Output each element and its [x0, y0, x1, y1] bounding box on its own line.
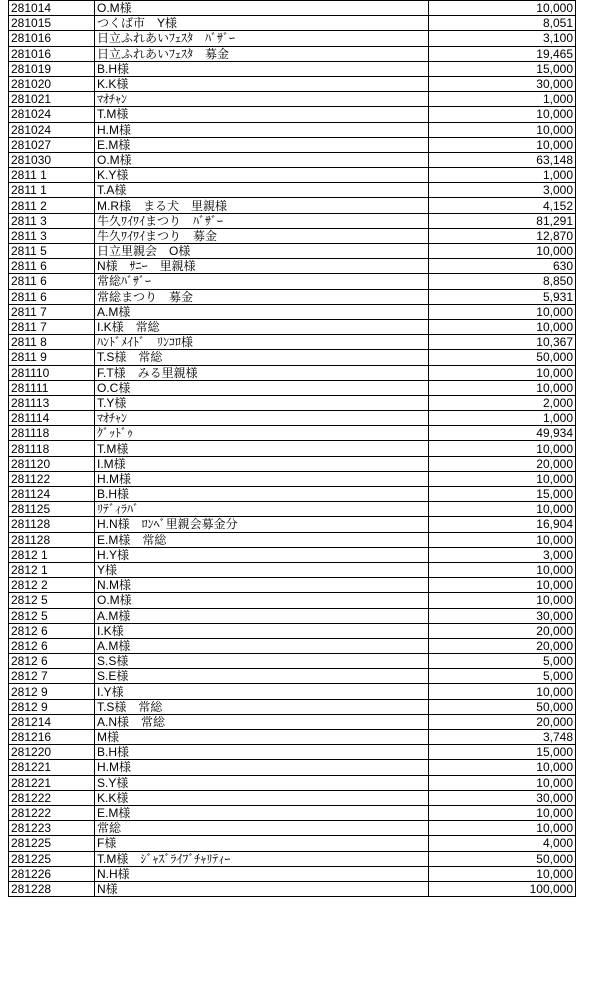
- donor-cell: T.Y様: [95, 395, 429, 410]
- ledger-row: [9, 61, 576, 76]
- date-cell: 281118: [9, 441, 95, 456]
- donor-cell: N様: [95, 881, 429, 896]
- date-cell: 281016: [9, 46, 95, 61]
- donor-cell: ｸﾞｯﾄﾞｩ: [95, 426, 429, 441]
- date-cell: 281226: [9, 866, 95, 881]
- ledger-row: [9, 790, 576, 805]
- date-cell: 2812 6: [9, 638, 95, 653]
- donor-cell: O.C様: [95, 380, 429, 395]
- ledger-row: [9, 46, 576, 61]
- date-cell: 2811 6: [9, 259, 95, 274]
- amount-cell: 10,000: [429, 821, 576, 836]
- donor-cell: 日立里親会 O様: [95, 244, 429, 259]
- donor-cell: つくば市 Y様: [95, 16, 429, 31]
- donor-cell: O.M様: [95, 1, 429, 16]
- donor-cell: A.N様 常総: [95, 714, 429, 729]
- amount-cell: 1,000: [429, 92, 576, 107]
- donor-cell: T.M様: [95, 107, 429, 122]
- amount-cell: 10,000: [429, 684, 576, 699]
- ledger-row: [9, 1, 576, 16]
- ledger-row: [9, 730, 576, 745]
- donor-cell: K.K様: [95, 76, 429, 91]
- date-cell: 281027: [9, 137, 95, 152]
- amount-cell: 10,367: [429, 335, 576, 350]
- date-cell: 281016: [9, 31, 95, 46]
- amount-cell: 4,152: [429, 198, 576, 213]
- date-cell: 2811 6: [9, 274, 95, 289]
- amount-cell: 20,000: [429, 456, 576, 471]
- amount-cell: 12,870: [429, 228, 576, 243]
- date-cell: 281221: [9, 760, 95, 775]
- amount-cell: 20,000: [429, 714, 576, 729]
- amount-cell: 10,000: [429, 244, 576, 259]
- date-cell: 2811 3: [9, 213, 95, 228]
- amount-cell: 30,000: [429, 608, 576, 623]
- amount-cell: 10,000: [429, 107, 576, 122]
- donor-cell: 常総まつり 募金: [95, 289, 429, 304]
- amount-cell: 50,000: [429, 851, 576, 866]
- date-cell: 281222: [9, 805, 95, 820]
- ledger-row: [9, 380, 576, 395]
- date-cell: 281221: [9, 775, 95, 790]
- date-cell: 281015: [9, 16, 95, 31]
- donor-cell: T.A様: [95, 183, 429, 198]
- ledger-row: [9, 775, 576, 790]
- date-cell: 281216: [9, 730, 95, 745]
- donor-cell: H.Y様: [95, 547, 429, 562]
- donor-cell: 日立ふれあいﾌｪｽﾀ ﾊﾞｻﾞｰ: [95, 31, 429, 46]
- amount-cell: 10,000: [429, 122, 576, 137]
- ledger-body: [9, 1, 576, 897]
- amount-cell: 3,000: [429, 183, 576, 198]
- donor-cell: I.Y様: [95, 684, 429, 699]
- donor-cell: H.M様: [95, 122, 429, 137]
- date-cell: 281214: [9, 714, 95, 729]
- amount-cell: 3,748: [429, 730, 576, 745]
- ledger-row: [9, 198, 576, 213]
- ledger-row: [9, 350, 576, 365]
- donor-cell: Y様: [95, 562, 429, 577]
- amount-cell: 10,000: [429, 866, 576, 881]
- ledger-row: [9, 866, 576, 881]
- donor-cell: I.K様: [95, 623, 429, 638]
- ledger-row: [9, 623, 576, 638]
- ledger-row: [9, 805, 576, 820]
- ledger-row: [9, 593, 576, 608]
- donor-cell: I.M様: [95, 456, 429, 471]
- date-cell: 2811 7: [9, 319, 95, 334]
- donor-cell: ﾘﾃﾞｨﾗﾊﾞ: [95, 502, 429, 517]
- amount-cell: 1,000: [429, 411, 576, 426]
- date-cell: 2812 7: [9, 669, 95, 684]
- donor-cell: B.H様: [95, 487, 429, 502]
- amount-cell: 10,000: [429, 532, 576, 547]
- amount-cell: 3,000: [429, 547, 576, 562]
- donor-cell: T.M様: [95, 441, 429, 456]
- ledger-row: [9, 16, 576, 31]
- date-cell: 2811 7: [9, 304, 95, 319]
- donor-cell: N.H様: [95, 866, 429, 881]
- date-cell: 281120: [9, 456, 95, 471]
- date-cell: 2812 6: [9, 654, 95, 669]
- amount-cell: 1,000: [429, 168, 576, 183]
- amount-cell: 5,931: [429, 289, 576, 304]
- date-cell: 281228: [9, 881, 95, 896]
- ledger-row: [9, 152, 576, 167]
- ledger-row: [9, 137, 576, 152]
- ledger-row: [9, 395, 576, 410]
- date-cell: 2811 2: [9, 198, 95, 213]
- amount-cell: 10,000: [429, 380, 576, 395]
- date-cell: 281114: [9, 411, 95, 426]
- amount-cell: 10,000: [429, 805, 576, 820]
- donor-cell: E.M様: [95, 137, 429, 152]
- ledger-row: [9, 745, 576, 760]
- ledger-row: [9, 578, 576, 593]
- donor-cell: ﾏｵﾁｬﾝ: [95, 92, 429, 107]
- donor-cell: H.N様 ﾛﾝﾍﾞ里親会募金分: [95, 517, 429, 532]
- ledger-row: [9, 244, 576, 259]
- donor-cell: 常総ﾊﾞｻﾞｰ: [95, 274, 429, 289]
- date-cell: 2812 2: [9, 578, 95, 593]
- date-cell: 2812 1: [9, 547, 95, 562]
- ledger-row: [9, 487, 576, 502]
- amount-cell: 50,000: [429, 350, 576, 365]
- date-cell: 281019: [9, 61, 95, 76]
- amount-cell: 50,000: [429, 699, 576, 714]
- donor-cell: O.M様: [95, 152, 429, 167]
- donor-cell: N.M様: [95, 578, 429, 593]
- donor-cell: A.M様: [95, 608, 429, 623]
- date-cell: 2811 8: [9, 335, 95, 350]
- amount-cell: 8,850: [429, 274, 576, 289]
- date-cell: 2812 5: [9, 608, 95, 623]
- donor-cell: ﾊﾝﾄﾞﾒｲﾄﾞ ﾘﾝｺﾛ様: [95, 335, 429, 350]
- amount-cell: 15,000: [429, 745, 576, 760]
- ledger-row: [9, 881, 576, 896]
- ledger-row: [9, 608, 576, 623]
- ledger-row: [9, 122, 576, 137]
- date-cell: 281124: [9, 487, 95, 502]
- date-cell: 2812 6: [9, 623, 95, 638]
- donor-cell: B.H様: [95, 745, 429, 760]
- ledger-row: [9, 654, 576, 669]
- ledger-row: [9, 836, 576, 851]
- donor-cell: T.S様 常総: [95, 699, 429, 714]
- ledger-row: [9, 274, 576, 289]
- donor-cell: 常総: [95, 821, 429, 836]
- amount-cell: 10,000: [429, 304, 576, 319]
- date-cell: 281020: [9, 76, 95, 91]
- amount-cell: 10,000: [429, 471, 576, 486]
- ledger-row: [9, 669, 576, 684]
- amount-cell: 10,000: [429, 137, 576, 152]
- amount-cell: 49,934: [429, 426, 576, 441]
- donor-cell: H.M様: [95, 760, 429, 775]
- donor-cell: 牛久ﾜｲﾜｲまつり 募金: [95, 228, 429, 243]
- ledger-row: [9, 441, 576, 456]
- amount-cell: 5,000: [429, 654, 576, 669]
- donor-cell: N様 ｻﾆｰ 里親様: [95, 259, 429, 274]
- amount-cell: 10,000: [429, 365, 576, 380]
- ledger-row: [9, 304, 576, 319]
- amount-cell: 630: [429, 259, 576, 274]
- donor-cell: E.M様: [95, 805, 429, 820]
- amount-cell: 30,000: [429, 76, 576, 91]
- donor-cell: S.E様: [95, 669, 429, 684]
- amount-cell: 10,000: [429, 593, 576, 608]
- ledger-row: [9, 213, 576, 228]
- date-cell: 281024: [9, 107, 95, 122]
- ledger-row: [9, 562, 576, 577]
- amount-cell: 10,000: [429, 441, 576, 456]
- amount-cell: 19,465: [429, 46, 576, 61]
- amount-cell: 16,904: [429, 517, 576, 532]
- date-cell: 281223: [9, 821, 95, 836]
- date-cell: 2812 1: [9, 562, 95, 577]
- ledger-row: [9, 92, 576, 107]
- date-cell: 2811 5: [9, 244, 95, 259]
- date-cell: 2811 9: [9, 350, 95, 365]
- amount-cell: 10,000: [429, 578, 576, 593]
- ledger-row: [9, 228, 576, 243]
- ledger-row: [9, 699, 576, 714]
- ledger-row: [9, 411, 576, 426]
- ledger-row: [9, 471, 576, 486]
- donor-cell: M様: [95, 730, 429, 745]
- donor-cell: K.Y様: [95, 168, 429, 183]
- ledger-row: [9, 183, 576, 198]
- date-cell: 281113: [9, 395, 95, 410]
- date-cell: 281220: [9, 745, 95, 760]
- ledger-row: [9, 107, 576, 122]
- donor-cell: 日立ふれあいﾌｪｽﾀ 募金: [95, 46, 429, 61]
- donor-cell: F様: [95, 836, 429, 851]
- donor-cell: H.M様: [95, 471, 429, 486]
- amount-cell: 63,148: [429, 152, 576, 167]
- date-cell: 2812 9: [9, 699, 95, 714]
- ledger-row: [9, 547, 576, 562]
- ledger-row: [9, 456, 576, 471]
- donor-cell: F.T様 みる里親様: [95, 365, 429, 380]
- ledger-row: [9, 168, 576, 183]
- donor-cell: T.S様 常総: [95, 350, 429, 365]
- donor-cell: S.S様: [95, 654, 429, 669]
- donation-ledger-table: [8, 0, 576, 897]
- amount-cell: 20,000: [429, 638, 576, 653]
- amount-cell: 20,000: [429, 623, 576, 638]
- amount-cell: 10,000: [429, 502, 576, 517]
- donor-cell: A.M様: [95, 638, 429, 653]
- donor-cell: O.M様: [95, 593, 429, 608]
- amount-cell: 81,291: [429, 213, 576, 228]
- ledger-row: [9, 851, 576, 866]
- ledger-row: [9, 760, 576, 775]
- date-cell: 281024: [9, 122, 95, 137]
- date-cell: 281014: [9, 1, 95, 16]
- amount-cell: 15,000: [429, 61, 576, 76]
- donor-cell: ﾏｵﾁｬﾝ: [95, 411, 429, 426]
- donor-cell: S.Y様: [95, 775, 429, 790]
- amount-cell: 4,000: [429, 836, 576, 851]
- amount-cell: 10,000: [429, 1, 576, 16]
- ledger-row: [9, 259, 576, 274]
- date-cell: 2812 9: [9, 684, 95, 699]
- date-cell: 281125: [9, 502, 95, 517]
- date-cell: 2811 6: [9, 289, 95, 304]
- ledger-row: [9, 335, 576, 350]
- ledger-row: [9, 532, 576, 547]
- donor-cell: B.H様: [95, 61, 429, 76]
- amount-cell: 8,051: [429, 16, 576, 31]
- date-cell: 281128: [9, 532, 95, 547]
- date-cell: 281225: [9, 851, 95, 866]
- ledger-row: [9, 31, 576, 46]
- ledger-row: [9, 517, 576, 532]
- donor-cell: K.K様: [95, 790, 429, 805]
- amount-cell: 15,000: [429, 487, 576, 502]
- donor-cell: T.M様 ｼﾞｬｽﾞﾗｲﾌﾞﾁｬﾘﾃｨｰ: [95, 851, 429, 866]
- amount-cell: 2,000: [429, 395, 576, 410]
- amount-cell: 10,000: [429, 319, 576, 334]
- date-cell: 281225: [9, 836, 95, 851]
- amount-cell: 3,100: [429, 31, 576, 46]
- amount-cell: 100,000: [429, 881, 576, 896]
- ledger-row: [9, 289, 576, 304]
- date-cell: 2811 3: [9, 228, 95, 243]
- date-cell: 281122: [9, 471, 95, 486]
- amount-cell: 10,000: [429, 775, 576, 790]
- ledger-row: [9, 365, 576, 380]
- ledger-row: [9, 684, 576, 699]
- ledger-row: [9, 638, 576, 653]
- date-cell: 281111: [9, 380, 95, 395]
- date-cell: 281128: [9, 517, 95, 532]
- donor-cell: A.M様: [95, 304, 429, 319]
- donor-cell: 牛久ﾜｲﾜｲまつり ﾊﾞｻﾞｰ: [95, 213, 429, 228]
- date-cell: 281222: [9, 790, 95, 805]
- amount-cell: 10,000: [429, 760, 576, 775]
- date-cell: 2811 1: [9, 183, 95, 198]
- donor-cell: M.R様 まる犬 里親様: [95, 198, 429, 213]
- donor-cell: I.K様 常総: [95, 319, 429, 334]
- donor-cell: E.M様 常総: [95, 532, 429, 547]
- amount-cell: 5,000: [429, 669, 576, 684]
- ledger-row: [9, 821, 576, 836]
- amount-cell: 30,000: [429, 790, 576, 805]
- amount-cell: 10,000: [429, 562, 576, 577]
- ledger-row: [9, 502, 576, 517]
- date-cell: 2812 5: [9, 593, 95, 608]
- date-cell: 2811 1: [9, 168, 95, 183]
- ledger-row: [9, 319, 576, 334]
- date-cell: 281118: [9, 426, 95, 441]
- ledger-row: [9, 426, 576, 441]
- date-cell: 281110: [9, 365, 95, 380]
- date-cell: 281021: [9, 92, 95, 107]
- ledger-row: [9, 714, 576, 729]
- ledger-row: [9, 76, 576, 91]
- date-cell: 281030: [9, 152, 95, 167]
